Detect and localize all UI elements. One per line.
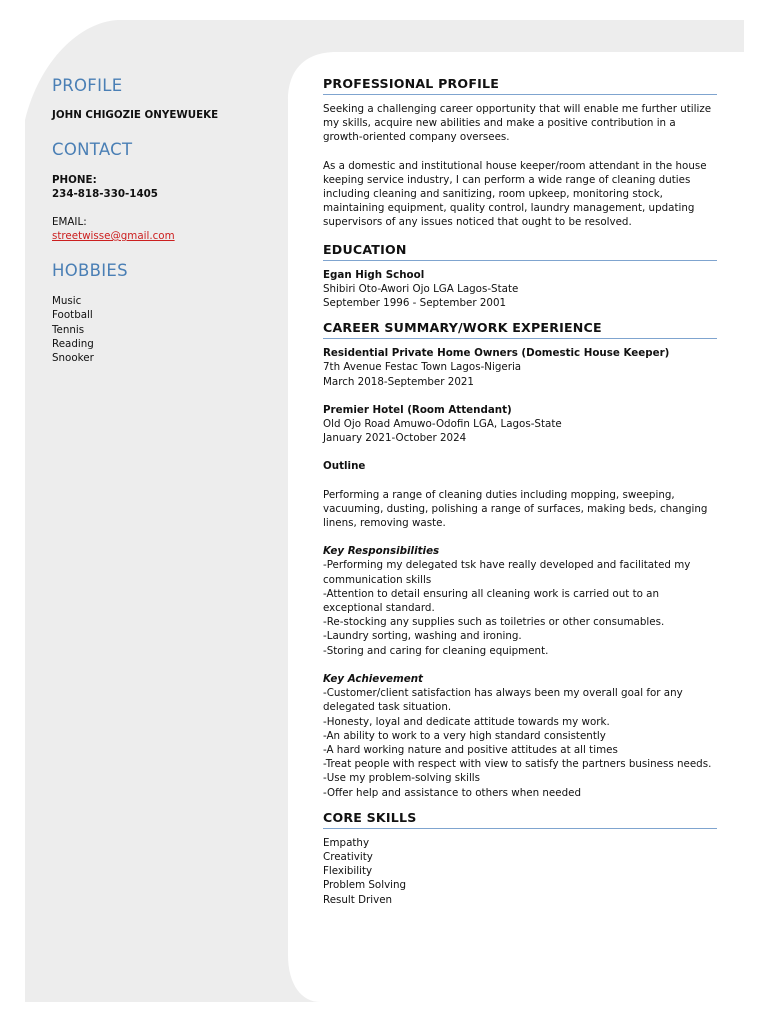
achievement-label: Key Achievement <box>323 672 423 685</box>
job-dates: January 2021-October 2024 <box>323 432 467 445</box>
profile-paragraph: As a domestic and institutional house keeper/room attendant in the house keeping service industry, I can perform a wide range of cleaning duties including cleaning and sanitizing, room upkeep, monitoring stock, maintaining equipment, quality control, laundry management, updating supervisors of any issues noticed that ought to be resolved. <box>323 159 707 229</box>
profile-paragraph: Seeking a challenging career opportunity that will enable me further utilize my skills, acquire new abilities and make a positive contribution in a growth-oriented company oversees. <box>323 103 712 144</box>
phone-number: 234-818-330-1405 <box>52 188 158 200</box>
responsibility-item: -Laundry sorting, washing and ironing. <box>323 630 522 643</box>
responsibility-item: -Storing and caring for cleaning equipment. <box>323 644 549 657</box>
achievement-item: -Honesty, loyal and dedicate attitude towards my work. <box>323 715 610 728</box>
phone-label: PHONE: <box>52 174 97 186</box>
main-content <box>323 76 717 907</box>
profile-heading: PROFILE <box>52 76 123 95</box>
job-dates: March 2018-September 2021 <box>323 375 474 388</box>
hobby-item: Reading <box>52 337 94 350</box>
school-location: Shibiri Oto-Awori Ojo LGA Lagos-State <box>323 282 519 295</box>
candidate-name: JOHN CHIGOZIE ONYEWUEKE <box>52 109 219 121</box>
school-dates: September 1996 - September 2001 <box>323 297 507 310</box>
achievement-item: -Treat people with respect with view to satisfy the partners business needs. <box>323 758 712 771</box>
hobby-item: Snooker <box>52 352 94 365</box>
skill-item: Problem Solving <box>323 879 407 892</box>
hobby-item: Music <box>52 295 82 307</box>
skill-item: Flexibility <box>323 865 373 878</box>
skill-item: Result Driven <box>323 893 393 906</box>
outline-label: Outline <box>323 460 366 473</box>
email-link[interactable]: streetwisse@gmail.com <box>52 230 175 242</box>
contact-heading: CONTACT <box>52 140 133 159</box>
achievement-item: -Customer/client satisfaction has always been my overall goal for any delegated task situation. <box>323 687 683 714</box>
responsibility-item: -Performing my delegated tsk have really developed and facilitated my communication skills <box>323 559 691 586</box>
email-label: EMAIL: <box>52 216 87 228</box>
job-title: Premier Hotel (Room Attendant) <box>323 403 512 416</box>
hobby-item: Football <box>52 309 93 322</box>
achievement-item: -An ability to work to a very high standard consistently <box>323 729 606 742</box>
responsibility-item: -Attention to detail ensuring all cleaning work is carried out to an exceptional standard. <box>323 587 660 615</box>
job-location: 7th Avenue Festac Town Lagos-Nigeria <box>323 361 522 374</box>
sidebar <box>52 76 282 365</box>
skill-item: Empathy <box>323 836 370 849</box>
achievement-item: -Offer help and assistance to others when needed <box>323 786 581 799</box>
skill-item: Creativity <box>323 850 373 863</box>
core-skills-heading: CORE SKILLS <box>323 810 717 829</box>
experience-heading: CAREER SUMMARY/WORK EXPERIENCE <box>323 320 717 339</box>
hobbies-list <box>52 294 282 365</box>
achievement-item: -A hard working nature and positive attitudes at all times <box>323 743 618 756</box>
job-location: Old Ojo Road Amuwo-Odofin LGA, Lagos-State <box>323 418 562 431</box>
responsibility-item: -Re-stocking any supplies such as toiletries or other consumables. <box>323 616 665 629</box>
hobby-item: Tennis <box>52 323 85 336</box>
school-name: Egan High School <box>323 268 425 281</box>
hobbies-heading: HOBBIES <box>52 261 128 280</box>
outline-text: Performing a range of cleaning duties including mopping, sweeping, vacuuming, dusting, polishing a range of surfaces, making beds, changing linens, removing waste. <box>323 488 708 530</box>
professional-profile-heading: PROFESSIONAL PROFILE <box>323 76 717 95</box>
achievement-item: -Use my problem-solving skills <box>323 772 481 785</box>
responsibilities-label: Key Responsibilities <box>323 545 440 558</box>
education-heading: EDUCATION <box>323 242 717 261</box>
job-title: Residential Private Home Owners (Domestic House Keeper) <box>323 347 670 360</box>
